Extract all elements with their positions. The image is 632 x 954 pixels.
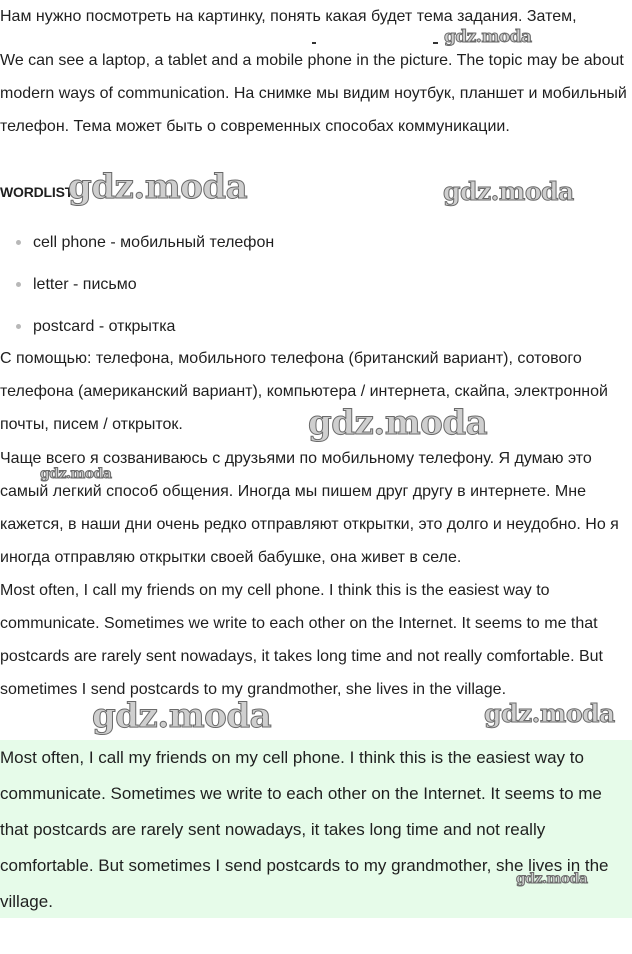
bullet-icon <box>16 282 21 287</box>
list-item <box>0 226 632 268</box>
picture-description-paragraph: We can see a laptop, a tablet and a mobile phone in the picture. The topic may be about modern ways of communication. На снимке мы видим ноутбук, планшет и мобильный телефон. Тема может быть о современных способах коммуникации. <box>0 52 627 135</box>
wordlist-entry: letter - письмо <box>33 276 137 293</box>
means-of-communication-paragraph: С помощью: телефона, мобильного телефона (британский вариант), сотового телефона (американский вариант), компьютера / интернета, скайпа, электронной почты, писем / открыток. <box>0 350 608 433</box>
watermark-logo: gdz.moda <box>516 871 588 887</box>
wordlist-entry: cell phone - мобильный телефон <box>33 234 275 251</box>
list-item <box>0 268 632 310</box>
wordlist-entry: postcard - открытка <box>33 318 176 335</box>
watermark-logo: gdz.moda <box>443 177 574 206</box>
watermark-logo: gdz.moda <box>92 696 272 736</box>
watermark-logo: gdz.moda <box>308 403 488 443</box>
wordlist-title: WORDLIST <box>0 184 74 200</box>
watermark-logo: gdz.moda <box>444 27 532 47</box>
wordlist <box>0 226 632 352</box>
watermark-logo: gdz.moda <box>40 466 112 482</box>
watermark-logo: gdz.moda <box>484 699 615 728</box>
russian-answer-paragraph: Чаще всего я созваниваюсь с друзьями по мобильному телефону. Я думаю это самый легкий способ общения. Иногда мы пишем друг другу в интернете. Мне кажется, в наши дни очень редко отправляют открытки, это долго и неудобно. Но я иногда отправляю открытки своей бабушке, она живет в селе. <box>0 450 619 566</box>
english-answer-paragraph: Most often, I call my friends on my cell phone. I think this is the easiest way to communicate. Sometimes we write to each other on the Internet. It seems to me that postcards are rarely sent nowadays, it takes long time and not really comfortable. But sometimes I send postcards to my grandmother, she lives in the village. <box>0 582 603 698</box>
intro-paragraph: Нам нужно посмотреть на картинку, понять какая будет тема задания. Затем, <box>0 8 577 25</box>
watermark-logo: gdz.moda <box>68 167 248 207</box>
bullet-icon <box>16 240 21 245</box>
highlighted-answer-block: Most often, I call my friends on my cell phone. I think this is the easiest way to communicate. Sometimes we write to each other on the Internet. It seems to me that postcards are rarely sent nowadays, it takes long time and not really comfortable. But sometimes I send postcards to my grandmother, she lives in the village. <box>0 740 632 918</box>
bullet-icon <box>16 324 21 329</box>
